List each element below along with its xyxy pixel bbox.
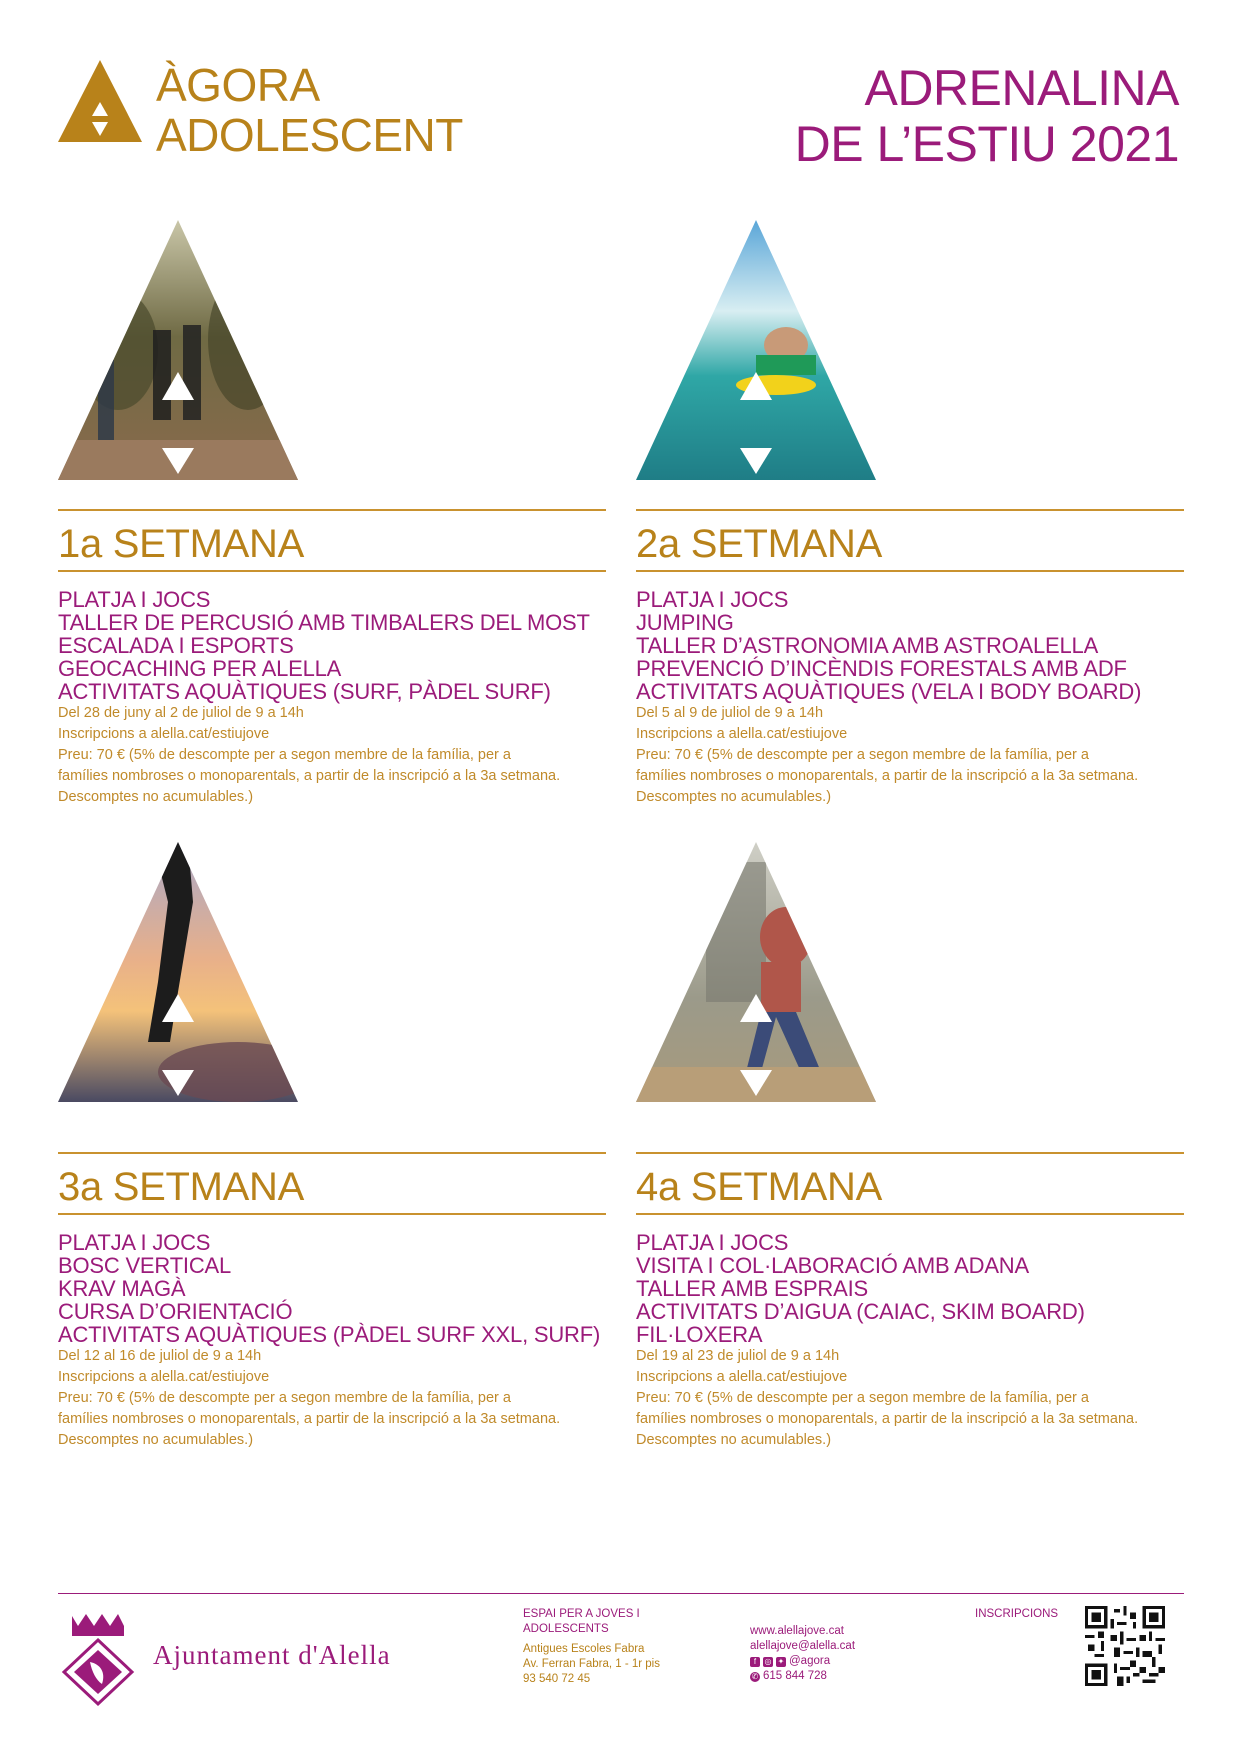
activity-item: ACTIVITATS AQUÀTIQUES (PÀDEL SURF XXL, SURF) [58, 1322, 601, 1347]
week-1-photo [58, 220, 298, 480]
activity-item: TALLER DE PERCUSIÓ AMB TIMBALERS DEL MOST [58, 610, 590, 635]
price-text-3: Descomptes no acumulables.) [636, 1432, 832, 1448]
inscriptions-label: INSCRIPCIONS [975, 1608, 1059, 1620]
week-info [636, 1346, 1196, 1451]
address-line-2: Av. Ferran Fabra, 1 - 1r pis [523, 1658, 660, 1670]
title-line-1: ADRENALINA [864, 60, 1179, 116]
email-link[interactable]: alellajove@alella.cat [750, 1640, 856, 1652]
space-address [523, 1642, 660, 1687]
space-title-line-2: ADOLESCENTS [523, 1623, 609, 1635]
dates-text: Del 5 al 9 de juliol de 9 a 14h [636, 705, 824, 721]
title-line-2: DE L’ESTIU 2021 [794, 116, 1179, 172]
activity-item: ACTIVITATS AQUÀTIQUES (SURF, PÀDEL SURF) [58, 679, 551, 704]
registration-text: Inscripcions a alella.cat/estiujove [58, 726, 270, 742]
price-text-1: Preu: 70 € (5% de descompte per a segon membre de la família, per a [58, 1390, 511, 1406]
activity-item: PREVENCIÓ D’INCÈNDIS FORESTALS AMB ADF [636, 656, 1127, 681]
social-handle: @agora [789, 1655, 831, 1667]
instagram-icon[interactable]: ◎ [764, 1656, 772, 1666]
activity-item: FIL·LOXERA [636, 1322, 763, 1347]
social-row [750, 1654, 855, 1669]
week-info [58, 703, 618, 808]
whatsapp-icon: ✆ [751, 1671, 759, 1681]
twitter-icon[interactable]: ✦ [777, 1656, 785, 1666]
activity-item: PLATJA I JOCS [636, 587, 789, 612]
activity-list [636, 588, 1141, 703]
price-text-2: famílies nombroses o monoparentals, a partir de la inscripció a la 3a setmana. [58, 1411, 561, 1427]
agora-logo [58, 58, 498, 161]
divider-top [636, 1152, 1184, 1154]
price-text-3: Descomptes no acumulables.) [58, 1432, 254, 1448]
ajuntament-crest-icon [58, 1610, 138, 1710]
activity-item: VISITA I COL·LABORACIÓ AMB ADANA [636, 1253, 1029, 1278]
week-info [58, 1346, 618, 1451]
price-text-1: Preu: 70 € (5% de descompte per a segon membre de la família, per a [58, 747, 511, 763]
address-line-1: Antigues Escoles Fabra [523, 1643, 645, 1655]
logo-line-2: ADOLESCENT [156, 109, 463, 161]
registration-text: Inscripcions a alella.cat/estiujove [636, 1369, 848, 1385]
activity-item: PLATJA I JOCS [636, 1230, 789, 1255]
facebook-icon[interactable]: f [750, 1657, 760, 1667]
activity-item: PLATJA I JOCS [58, 1230, 211, 1255]
price-text-2: famílies nombroses o monoparentals, a partir de la inscripció a la 3a setmana. [636, 768, 1139, 784]
dates-text: Del 19 al 23 de juliol de 9 a 14h [636, 1348, 840, 1364]
activity-list [58, 588, 590, 703]
activity-item: PLATJA I JOCS [58, 587, 211, 612]
dates-text: Del 12 al 16 de juliol de 9 a 14h [58, 1348, 262, 1364]
week-2-photo [636, 220, 876, 480]
price-text-1: Preu: 70 € (5% de descompte per a segon membre de la família, per a [636, 747, 1089, 763]
week-title: 3a SETMANA [58, 1165, 304, 1209]
dates-text: Del 28 de juny al 2 de juliol de 9 a 14h [58, 705, 304, 721]
price-text-1: Preu: 70 € (5% de descompte per a segon membre de la família, per a [636, 1390, 1089, 1406]
registration-text: Inscripcions a alella.cat/estiujove [58, 1369, 270, 1385]
activity-item: JUMPING [636, 610, 734, 635]
divider-bottom [636, 570, 1184, 572]
logo-line-1: ÀGORA [156, 59, 320, 111]
week-title: 4a SETMANA [636, 1165, 882, 1209]
footer-divider [58, 1593, 1184, 1594]
space-title-line-1: ESPAI PER A JOVES I [523, 1608, 640, 1620]
price-text-3: Descomptes no acumulables.) [58, 789, 254, 805]
activity-item: ESCALADA I ESPORTS [58, 633, 294, 658]
web-link[interactable]: www.alellajove.cat [750, 1625, 844, 1637]
activity-item: TALLER D’ASTRONOMIA AMB ASTROALELLA [636, 633, 1099, 658]
activity-list [58, 1231, 600, 1346]
divider-bottom [636, 1213, 1184, 1215]
week-4-photo [636, 842, 876, 1102]
week-title: 2a SETMANA [636, 522, 882, 566]
space-title [523, 1607, 683, 1637]
divider-bottom [58, 570, 606, 572]
price-text-2: famílies nombroses o monoparentals, a partir de la inscripció a la 3a setmana. [58, 768, 561, 784]
whatsapp-number: 615 844 728 [763, 1670, 827, 1682]
divider-bottom [58, 1213, 606, 1215]
activity-item: ACTIVITATS AQUÀTIQUES (VELA I BODY BOARD) [636, 679, 1142, 704]
activity-item: BOSC VERTICAL [58, 1253, 232, 1278]
activity-item: CURSA D’ORIENTACIÓ [58, 1299, 293, 1324]
divider-top [58, 1152, 606, 1154]
activity-item: GEOCACHING PER ALELLA [58, 656, 342, 681]
ajuntament-name: Ajuntament d'Alella [153, 1640, 391, 1670]
activity-item: TALLER AMB ESPRAIS [636, 1276, 868, 1301]
logo-text [156, 60, 463, 160]
divider-top [58, 509, 606, 511]
divider-top [636, 509, 1184, 511]
activity-list [636, 1231, 1085, 1346]
whatsapp-row [750, 1669, 855, 1684]
agora-a-icon [58, 58, 142, 142]
price-text-2: famílies nombroses o monoparentals, a partir de la inscripció a la 3a setmana. [636, 1411, 1139, 1427]
contact-block [750, 1624, 855, 1684]
week-3-photo [58, 842, 298, 1102]
phone-text: 93 540 72 45 [523, 1673, 591, 1685]
page-title [795, 60, 1179, 172]
price-text-3: Descomptes no acumulables.) [636, 789, 832, 805]
activity-item: KRAV MAGÀ [58, 1276, 186, 1301]
week-info [636, 703, 1196, 808]
qr-code-icon[interactable] [1085, 1606, 1165, 1686]
week-title: 1a SETMANA [58, 522, 304, 566]
activity-item: ACTIVITATS D’AIGUA (CAIAC, SKIM BOARD) [636, 1299, 1085, 1324]
registration-text: Inscripcions a alella.cat/estiujove [636, 726, 848, 742]
